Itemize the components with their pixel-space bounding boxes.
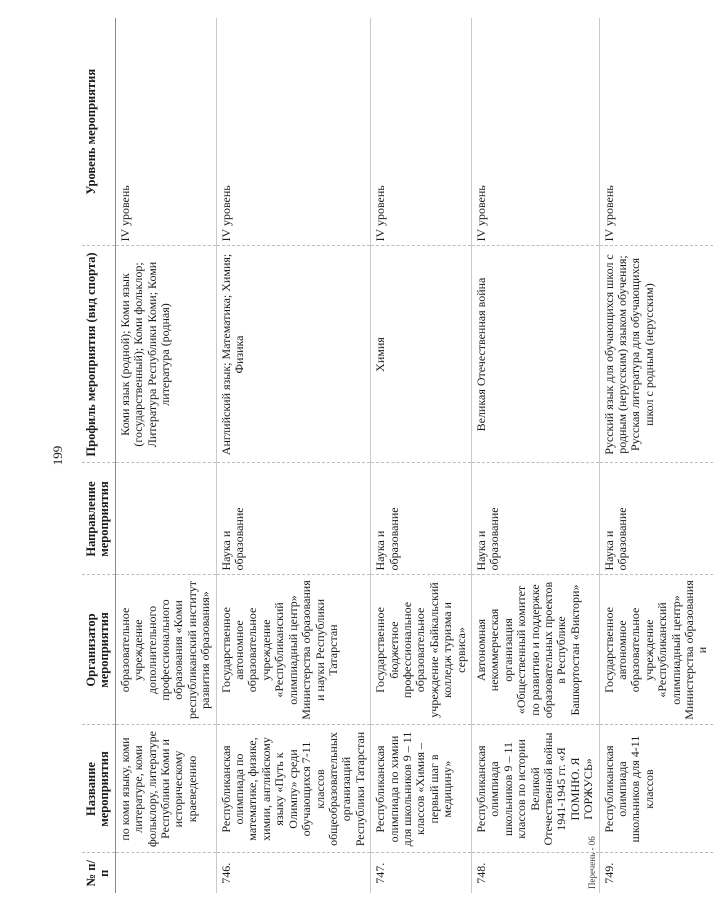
table-row [371,18,472,893]
cell-profile: Коми язык (родной); Коми язык (государственный); Коми фольклор; Литература Республики Коми; Коми литература (родная) [115,246,216,463]
cell-level: IV уровень [599,18,713,246]
footer-text: Перечень - 06 [587,836,597,889]
header-profile: Профиль мероприятия (вид спорта) [82,246,115,463]
header-level: Уровень мероприятия [82,18,115,246]
cell-organizer: Государственное бюджетное профессиональное образовательное учреждение «Байкальский колледж туризма и сервиса» [371,575,472,725]
cell-level: IV уровень [471,18,599,246]
header-organizer: Организатор мероприятия [82,575,115,725]
cell-direction: Наука и образование [216,463,370,575]
cell-num [115,853,216,893]
cell-profile: Английский язык; Математика; Химия; Физика [216,246,370,463]
cell-name: Республиканская олимпиада школьников 9 – 11 классов по истории Великой Отечественной войны 1941-1945 гг. «Я ПОМНЮ. Я ГОРЖУСЬ» [471,725,599,853]
page-number: 199 [50,445,65,466]
cell-organizer: Государственное автономное образовательное учреждение «Республиканский олимпиадный центр» Министерства образования и науки Республики Татарстан [216,575,370,725]
header-direction: Направление мероприятия [82,463,115,575]
cell-organizer: Государственное автономное образовательное учреждение «Республиканский олимпиадный центр» Министерства образования и [599,575,713,725]
cell-name: Республиканская олимпиада школьников для 4-11 классов [599,725,713,853]
events-table [82,18,713,893]
cell-profile: Химия [371,246,472,463]
cell-direction [115,463,216,575]
table-row [216,18,370,893]
table-header-row [82,18,115,893]
table-row [599,18,713,893]
rotated-page [40,18,710,893]
cell-direction: Наука и образование [599,463,713,575]
cell-direction: Наука и образование [371,463,472,575]
cell-organizer: Автономная некоммерческая организация «Общественный комитет по развитию и поддержке образовательных проектов в Республике Башкортостан «Виктори» [471,575,599,725]
cell-num: 748. [473,862,488,884]
cell-level: IV уровень [371,18,472,246]
cell-level: IV уровень [216,18,370,246]
header-name: Название мероприятия [82,725,115,853]
cell-profile: Великая Отечественная война [471,246,599,463]
cell-num: 746. [218,862,233,884]
cell-num: 747. [373,862,388,884]
cell-organizer: образовательное учреждение дополнительного профессионального образования «Коми республиканский институт развития образования» [115,575,216,725]
cell-num: 749. [601,862,616,884]
cell-profile: Русский язык для обучающихся школ с родным (нерусским) языком обучения; Русская литература для обучающихся школ с родным (нерусским) [599,246,713,463]
header-num: № п/п [82,853,115,893]
cell-name: Республиканская олимпиада по математике, физике, химии, английскому языку «Путь к Олимпу» среди обучающихся 7-11 классов общеобразовательных организаций Республики Татарстан [216,725,370,853]
cell-name: Республиканская олимпиада по химии для школьников 9 – 11 классов «Химия – первый шаг в медицину» [371,725,472,853]
table-row [471,18,599,893]
cell-name: по коми языку, коми литературе, коми фольклору, литературе Республики Коми и историческому краеведению [115,725,216,853]
table-row [115,18,216,893]
cell-level: IV уровень [115,18,216,246]
cell-direction: Наука и образование [471,463,599,575]
